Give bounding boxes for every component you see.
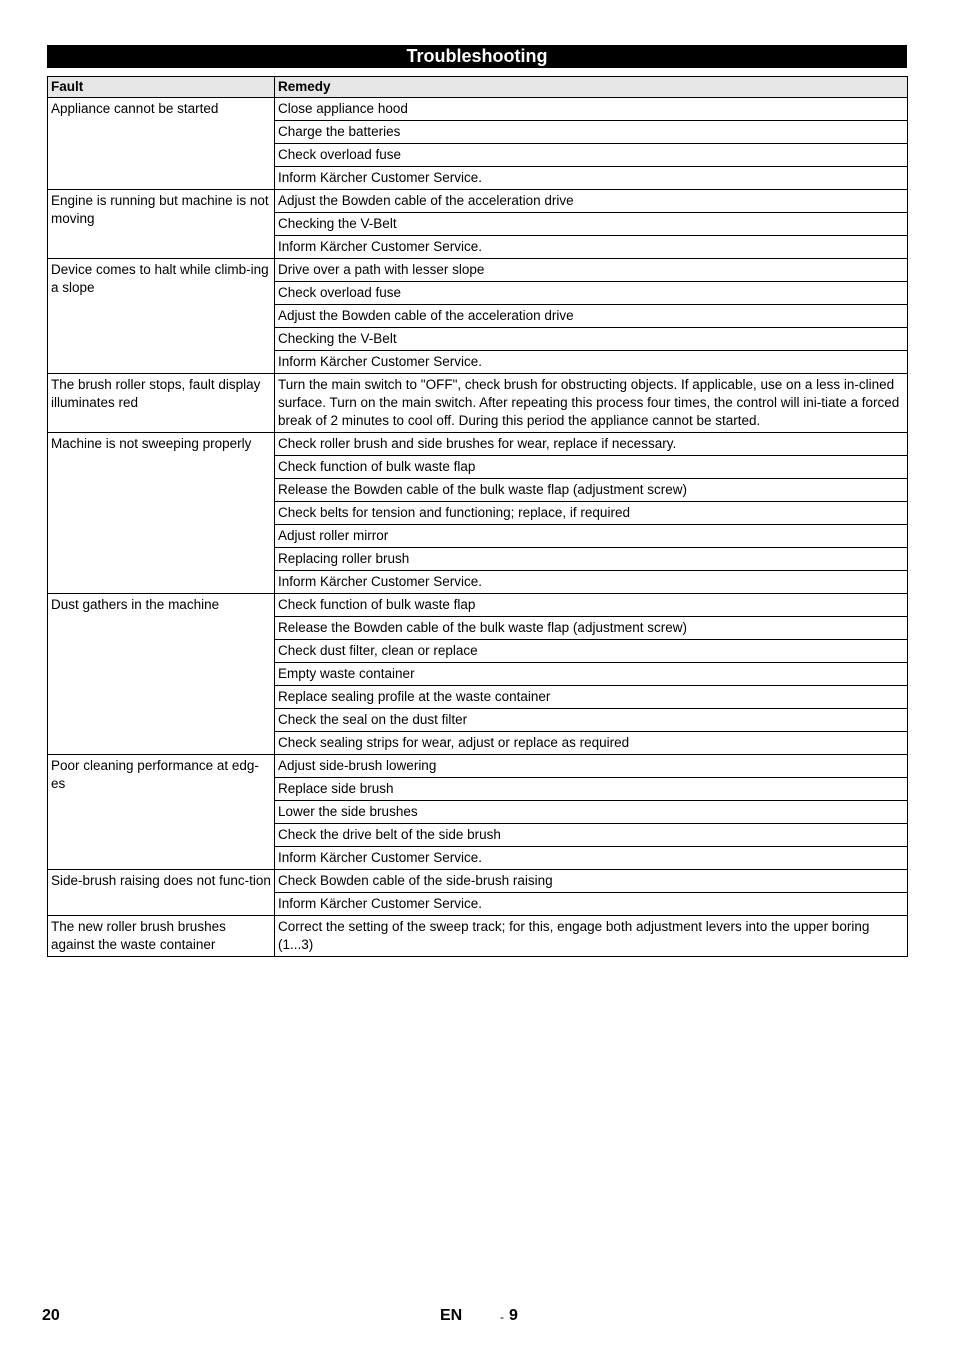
remedy-column-header: Remedy bbox=[275, 77, 908, 98]
remedy-cell: Inform Kärcher Customer Service. bbox=[275, 167, 908, 190]
remedy-cell: Checking the V-Belt bbox=[275, 213, 908, 236]
fault-cell: The new roller brush brushes against the waste container bbox=[48, 916, 275, 957]
remedy-cell: Inform Kärcher Customer Service. bbox=[275, 893, 908, 916]
table-row bbox=[48, 98, 908, 121]
remedy-cell: Check the seal on the dust filter bbox=[275, 709, 908, 732]
table-header-row bbox=[48, 77, 908, 98]
remedy-cell: Check overload fuse bbox=[275, 144, 908, 167]
table-row bbox=[48, 259, 908, 282]
fault-cell: The brush roller stops, fault display illuminates red bbox=[48, 374, 275, 433]
remedy-cell: Release the Bowden cable of the bulk waste flap (adjustment screw) bbox=[275, 617, 908, 640]
remedy-cell: Replace side brush bbox=[275, 778, 908, 801]
remedy-cell: Check function of bulk waste flap bbox=[275, 594, 908, 617]
remedy-cell: Adjust the Bowden cable of the acceleration drive bbox=[275, 305, 908, 328]
remedy-cell: Drive over a path with lesser slope bbox=[275, 259, 908, 282]
fault-column-header: Fault bbox=[48, 77, 275, 98]
remedy-cell: Inform Kärcher Customer Service. bbox=[275, 236, 908, 259]
fault-cell: Dust gathers in the machine bbox=[48, 594, 275, 755]
table-row bbox=[48, 916, 908, 957]
remedy-cell: Inform Kärcher Customer Service. bbox=[275, 571, 908, 594]
remedy-cell: Replacing roller brush bbox=[275, 548, 908, 571]
remedy-cell: Charge the batteries bbox=[275, 121, 908, 144]
remedy-cell: Inform Kärcher Customer Service. bbox=[275, 351, 908, 374]
table-row bbox=[48, 190, 908, 213]
fault-cell: Appliance cannot be started bbox=[48, 98, 275, 190]
footer-separator: - bbox=[500, 1310, 504, 1324]
remedy-cell: Check function of bulk waste flap bbox=[275, 456, 908, 479]
remedy-cell: Check roller brush and side brushes for wear, replace if necessary. bbox=[275, 433, 908, 456]
remedy-cell: Adjust side-brush lowering bbox=[275, 755, 908, 778]
table-row bbox=[48, 374, 908, 433]
remedy-cell: Check sealing strips for wear, adjust or replace as required bbox=[275, 732, 908, 755]
remedy-cell: Check the drive belt of the side brush bbox=[275, 824, 908, 847]
language-code: EN bbox=[440, 1307, 463, 1324]
remedy-cell: Release the Bowden cable of the bulk waste flap (adjustment screw) bbox=[275, 479, 908, 502]
remedy-cell: Check dust filter, clean or replace bbox=[275, 640, 908, 663]
fault-cell: Machine is not sweeping properly bbox=[48, 433, 275, 594]
section-title: Troubleshooting bbox=[47, 45, 907, 68]
remedy-cell: Check overload fuse bbox=[275, 282, 908, 305]
fault-cell: Side-brush raising does not func-tion bbox=[48, 870, 275, 916]
fault-cell: Engine is running but machine is not moving bbox=[48, 190, 275, 259]
remedy-cell: Adjust roller mirror bbox=[275, 525, 908, 548]
remedy-cell: Close appliance hood bbox=[275, 98, 908, 121]
table-row bbox=[48, 870, 908, 893]
remedy-cell: Replace sealing profile at the waste container bbox=[275, 686, 908, 709]
remedy-cell: Adjust the Bowden cable of the acceleration drive bbox=[275, 190, 908, 213]
remedy-cell: Lower the side brushes bbox=[275, 801, 908, 824]
remedy-cell: Inform Kärcher Customer Service. bbox=[275, 847, 908, 870]
fault-cell: Device comes to halt while climb-ing a slope bbox=[48, 259, 275, 374]
table-row bbox=[48, 433, 908, 456]
remedy-cell: Check belts for tension and functioning; replace, if required bbox=[275, 502, 908, 525]
remedy-cell: Check Bowden cable of the side-brush raising bbox=[275, 870, 908, 893]
remedy-cell: Turn the main switch to "OFF", check brush for obstructing objects. If applicable, use on a less in-clined surface. Turn on the main switch. After repeating this process four times, the control will ini-tiate a forced break of 2 minutes to cool off. During this period the appliance cannot be started. bbox=[275, 374, 908, 433]
remedy-cell: Empty waste container bbox=[275, 663, 908, 686]
sub-page-number: 9 bbox=[509, 1307, 518, 1324]
remedy-cell: Correct the setting of the sweep track; for this, engage both adjustment levers into the upper boring (1...3) bbox=[275, 916, 908, 957]
page-number: 20 bbox=[42, 1307, 60, 1324]
fault-cell: Poor cleaning performance at edg-es bbox=[48, 755, 275, 870]
troubleshooting-table bbox=[47, 76, 908, 957]
table-body bbox=[48, 98, 908, 957]
table-row bbox=[48, 755, 908, 778]
table-row bbox=[48, 594, 908, 617]
remedy-cell: Checking the V-Belt bbox=[275, 328, 908, 351]
